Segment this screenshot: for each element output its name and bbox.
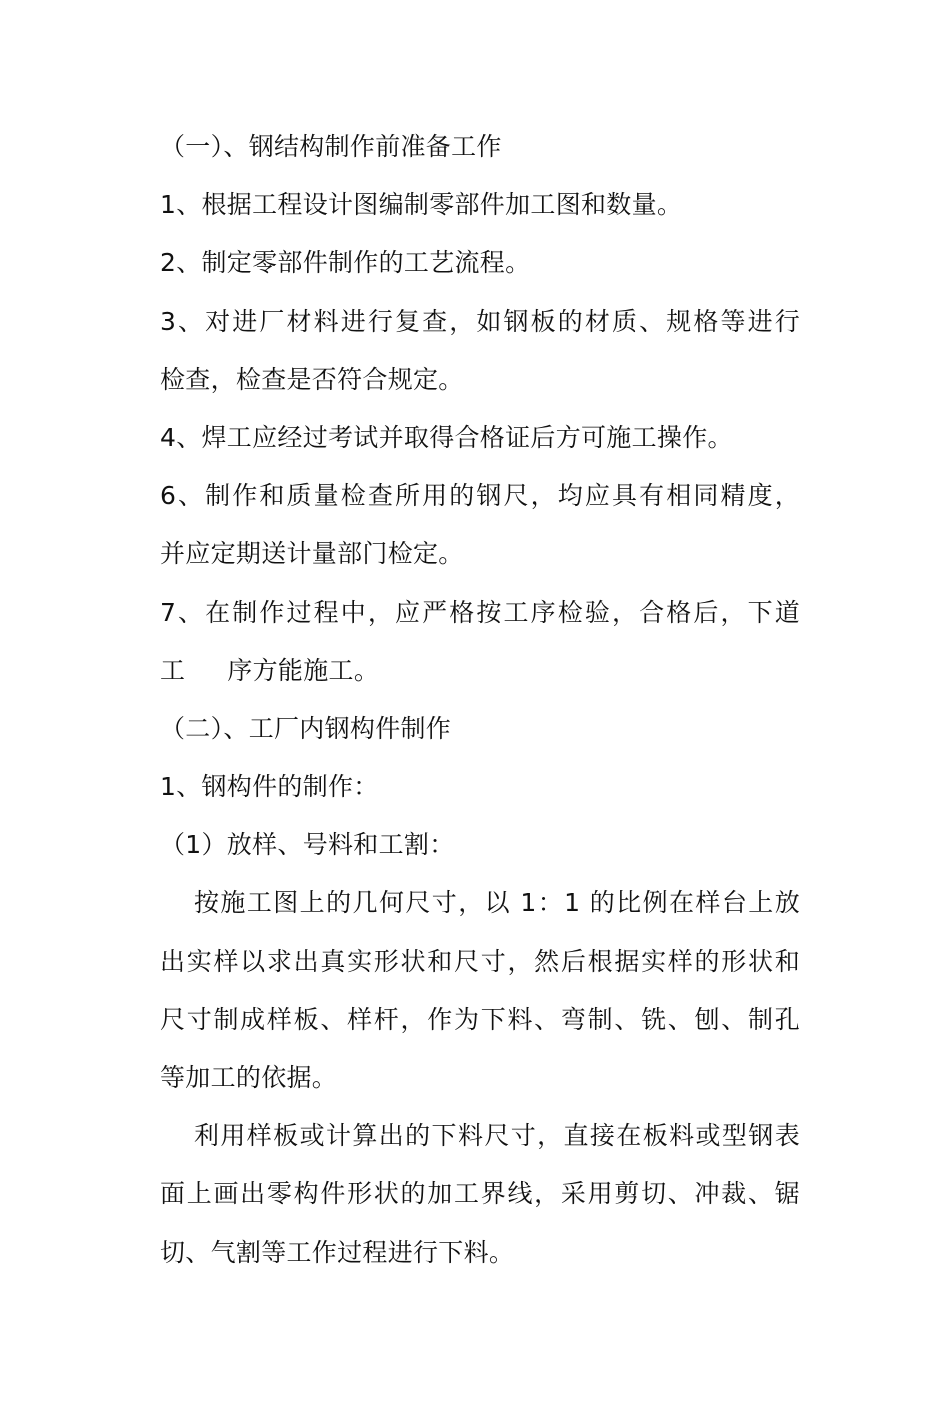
- list-item-7-continued-part-1: 工: [160, 655, 186, 685]
- list-item-6: 6、制作和质量检查所用的钢尺，均应具有相同精度，: [160, 481, 800, 511]
- section-heading-1: （一）、钢结构制作前准备工作: [160, 132, 502, 161]
- section-heading-2: （二）、工厂内钢构件制作: [160, 713, 452, 743]
- list-item-7-continued-part-2: 序方能施工。: [227, 655, 380, 685]
- paragraph-1-line-1: 按施工图上的几何尺寸，以 1：1 的比例在样台上放: [194, 888, 800, 918]
- list-item-3-continued: 检查，检查是否符合规定。: [160, 364, 464, 394]
- list-item-7-continued: [160, 642, 800, 700]
- list-item-3: 3、对进厂材料进行复查，如钢板的材质、规格等进行: [160, 306, 800, 336]
- paragraph-1-line-4: 等加工的依据。: [160, 1063, 338, 1092]
- paragraph-2-line-3: 切、气割等工作过程进行下料。: [160, 1237, 515, 1267]
- list-item-7: 7、在制作过程中，应严格按工序检验，合格后，下道: [160, 597, 800, 627]
- document-body: [160, 118, 800, 1282]
- paragraph-1-line-2: 出实样以求出真实形状和尺寸，然后根据实样的形状和: [160, 946, 800, 976]
- list-item-1: 1、根据工程设计图编制零部件加工图和数量。: [160, 190, 683, 220]
- paragraph-2-line-1: 利用样板或计算出的下料尺寸，直接在板料或型钢表: [194, 1121, 800, 1151]
- list-item-6-continued: 并应定期送计量部门检定。: [160, 539, 464, 569]
- step-heading: （1）放样、号料和工割：: [160, 830, 455, 860]
- paragraph-2-line-2: 面上画出零构件形状的加工界线，采用剪切、冲裁、锯: [160, 1179, 800, 1209]
- list-item-2: 2、制定零部件制作的工艺流程。: [160, 248, 531, 278]
- subsection-heading: 1、钢构件的制作：: [160, 772, 379, 802]
- list-item-4: 4、焊工应经过考试并取得合格证后方可施工操作。: [160, 422, 733, 452]
- paragraph-1-line-3: 尺寸制成样板、样杆，作为下料、弯制、铣、刨、制孔: [160, 1004, 800, 1034]
